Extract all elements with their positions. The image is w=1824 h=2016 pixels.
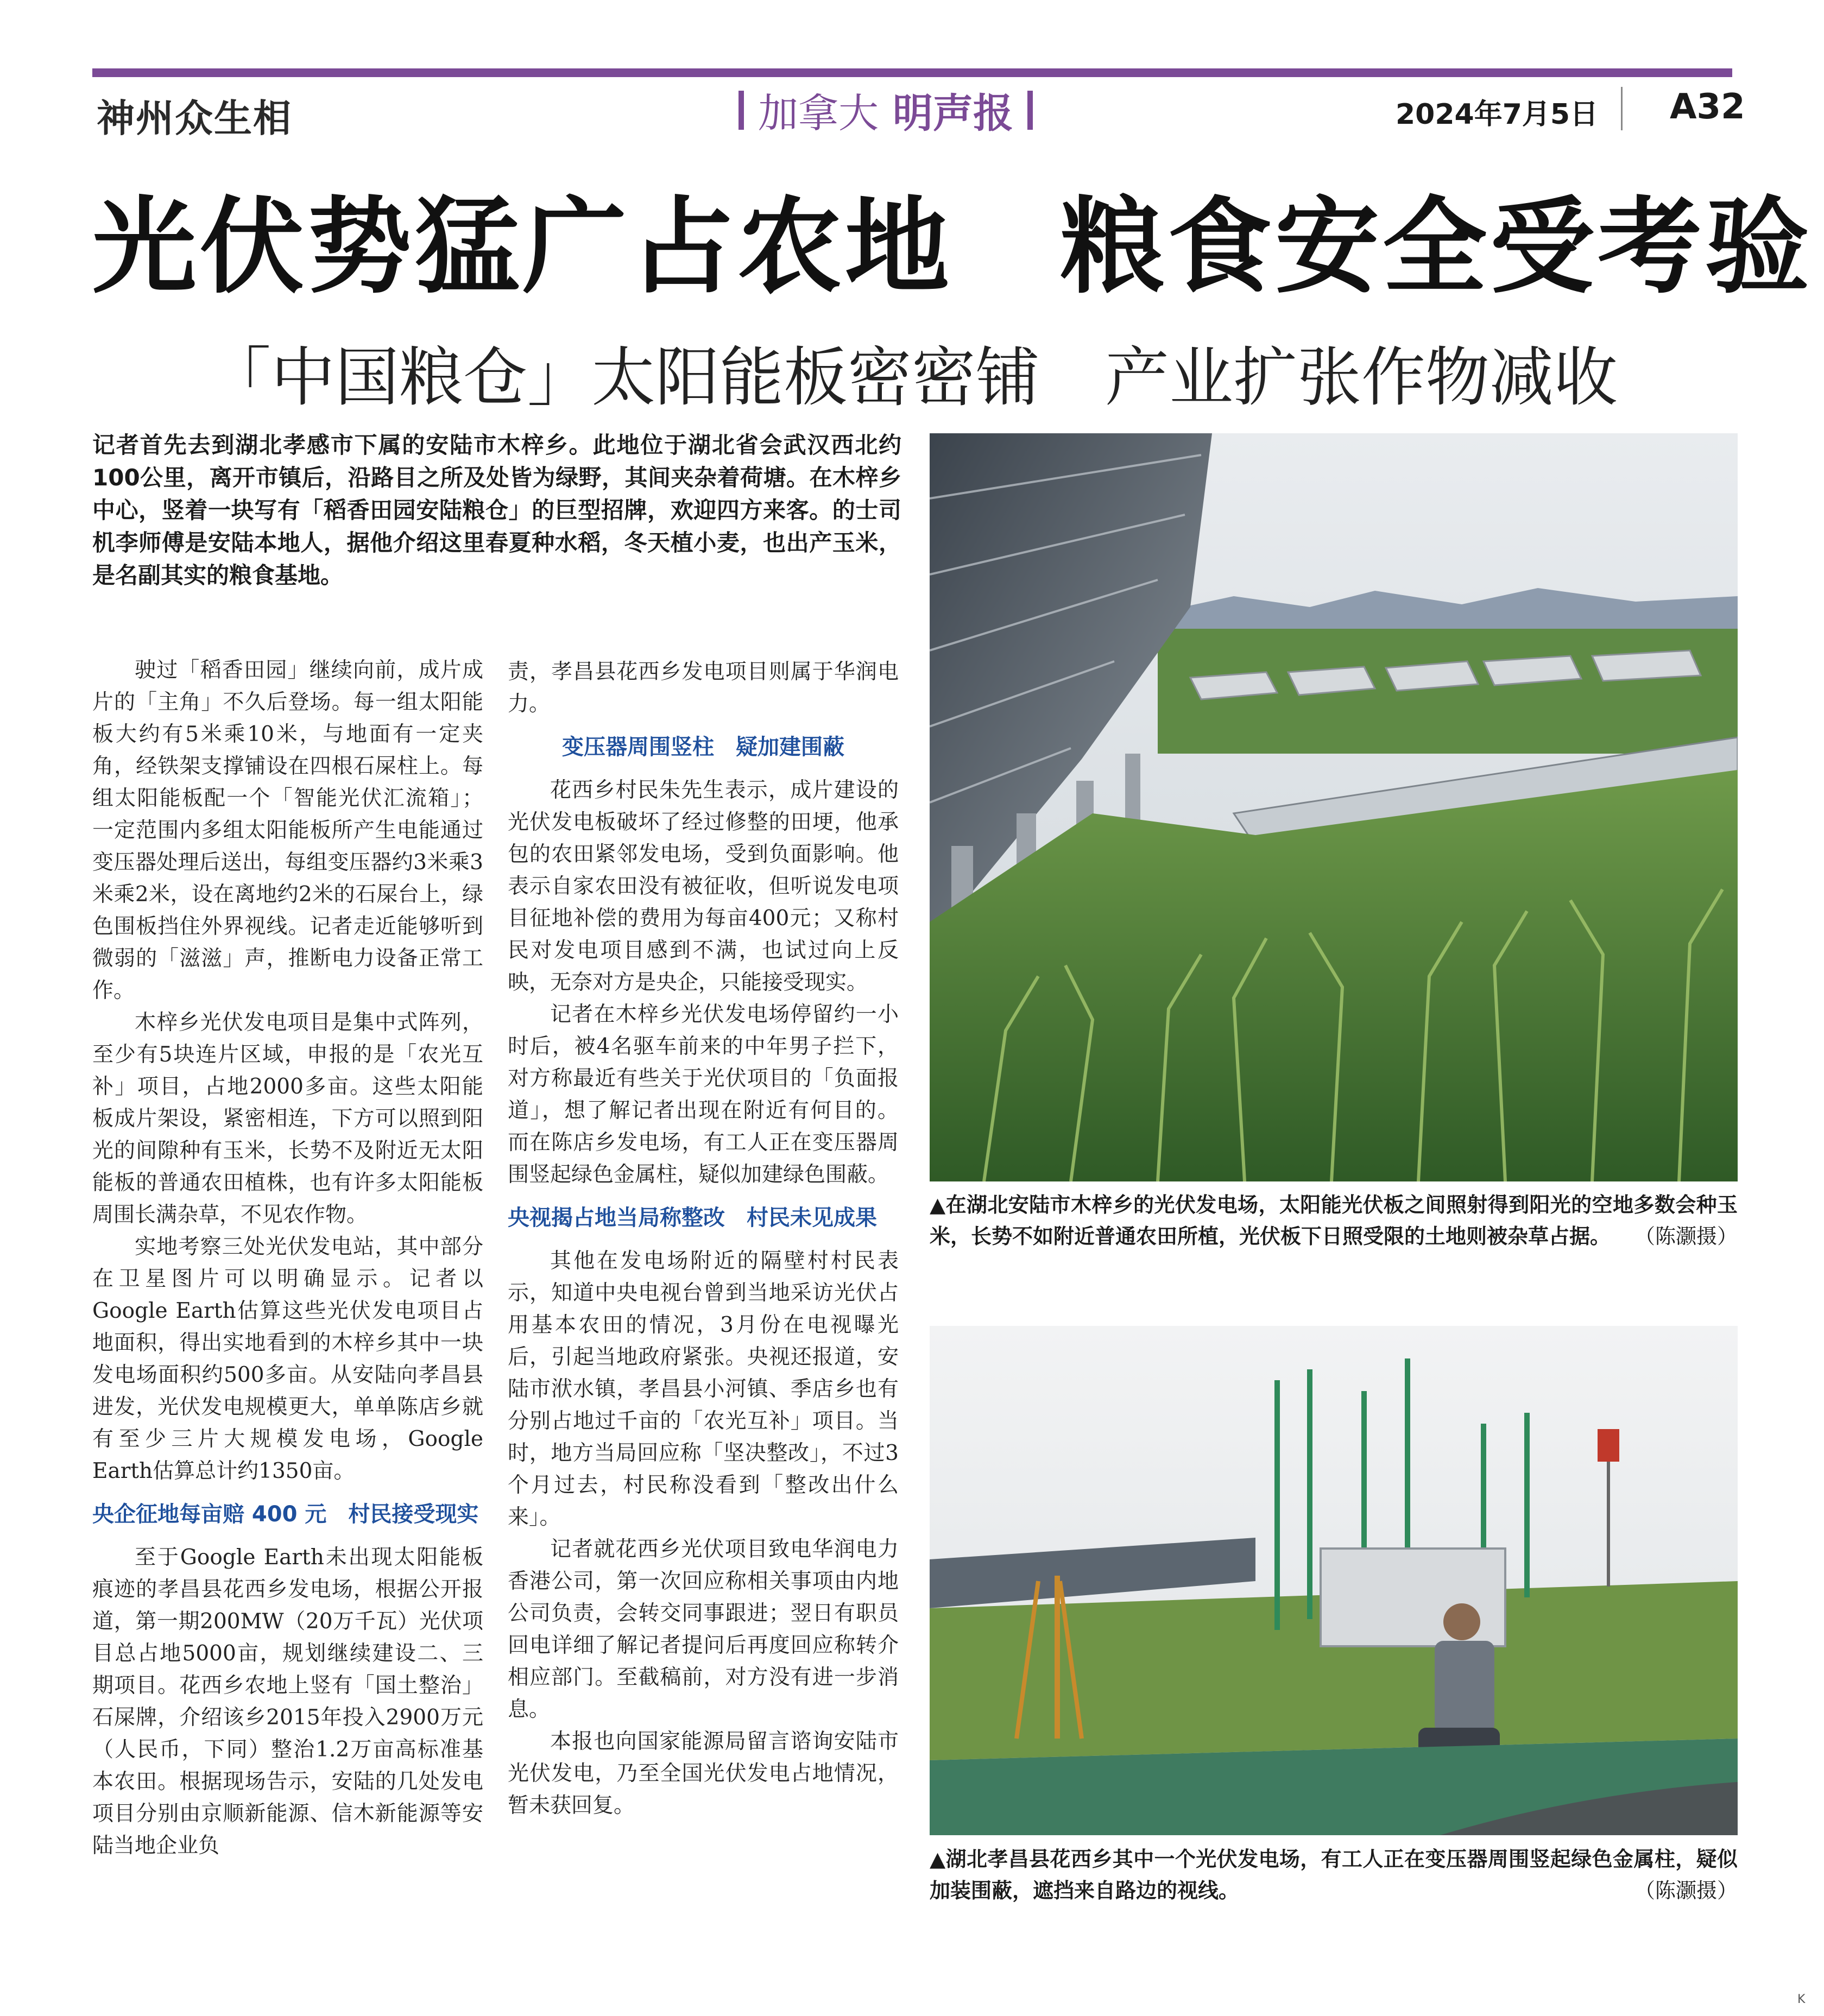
issue-date: 2024年7月5日 [1396,98,1599,131]
corner-mark: K [1797,1993,1806,2006]
section-heading: 变压器周围竖柱 疑加建围蔽 [562,735,844,760]
paragraph: 本报也向国家能源局留言谘询安陆市光伏发电，乃至全国光伏发电占地情况，暂未获回复。 [508,1729,899,1818]
headline: 光伏势猛广占农地 粮食安全受考验 [92,187,1813,308]
photo-transformer-workers [930,1326,1738,1835]
photo-solar-panels-corn [930,433,1738,1181]
paragraph: 责，孝昌县花西乡发电项目则属于华润电力。 [508,660,899,716]
article-column-2 [508,656,899,1822]
top-rule [92,68,1732,77]
section-heading: 央企征地每亩赔 400 元 村民接受现实 [92,1502,479,1527]
caption-text: ▲在湖北安陆市木梓乡的光伏发电场，太阳能光伏板之间照射得到阳光的空地多数会种玉米，长势不如附近普通农田所植，光伏板下日照受限的土地则被杂草占据。 [930,1193,1738,1248]
lead-paragraph: 记者首先去到湖北孝感市下属的安陆市木梓乡。此地位于湖北省会武汉西北约100公里，离开市镇后，沿路目之所及处皆为绿野，其间夹杂着荷塘。在木梓乡中心，竖着一块写有「稻香田园安陆粮仓」的巨型招牌，欢迎四方来客。的士司机李师傅是安陆本地人，据他介绍这里春夏种水稻，冬天植小麦，也出产玉米，是名副其实的粮食基地。 [92,432,901,589]
section-name: 神州众生相 [97,96,292,141]
paragraph: 记者在木梓乡光伏发电场停留约一小时后，被4名驱车前来的中年男子拦下，对方称最近有些关于光伏项目的「负面报道」，想了解记者出现在附近有何目的。而在陈店乡发电场，有工人正在变压器周围竖起绿色金属柱，疑似加建绿色围蔽。 [508,1002,899,1187]
article-column-1 [92,654,483,1862]
paragraph: 其他在发电场附近的隔壁村村民表示，知道中央电视台曾到当地采访光伏占用基本农田的情况，3月份在电视曝光后，引起当地政府紧张。央视还报道，安陆市洑水镇，孝昌县小河镇、季店乡也有分别占地过千亩的「农光互补」项目。当时，地方当局回应称「坚决整改」，不过3个月过去，村民称没看到「整改出什么来」。 [508,1249,899,1530]
photo-caption [930,1189,1738,1252]
subhead-left: 「中国粮仓」太阳能板密密铺 [206,340,1040,415]
page-number: A32 [1670,87,1745,127]
paragraph: 实地考察三处光伏发电站，其中部分在卫星图片可以明确显示。记者以Google Earth估算这些光伏发电项目占地面积，得出实地看到的木梓乡其中一块发电场面积约500多亩。从安陆向孝昌县进发，光伏发电规模更大，单单陈店乡就有至少三片大规模发电场，Google Earth估算总计约1350亩。 [92,1235,483,1483]
paper-region: 加拿大 [758,90,879,137]
header-divider [1621,87,1623,130]
masthead-bar-left [739,91,744,130]
paragraph: 记者就花西乡光伏项目致电华润电力香港公司，第一次回应称相关事项由内地公司负责，会转交同事跟进；翌日有职员回电详细了解记者提问后再度回应称转介相应部门。至截稿前，对方没有进一步消息。 [508,1537,899,1722]
paragraph: 至于Google Earth未出现太阳能板痕迹的孝昌县花西乡发电场，根据公开报道，第一期200MW（20万千瓦）光伏项目总占地5000亩，规划继续建设二、三期项目。花西乡农地上竖有「国土整治」石屎牌，介绍该乡2015年投入2900万元（人民币，下同）整治1.2万亩高标准基本农田。根据现场告示，安陆的几处发电项目分别由京顺新能源、信木新能源等安陆当地企业负 [92,1545,483,1858]
photo-caption [930,1843,1738,1906]
masthead-bar-right [1027,91,1033,130]
subhead-right: 产业扩张作物减收 [1105,340,1618,415]
paragraph: 驶过「稻香田园」继续向前，成片成片的「主角」不久后登场。每一组太阳能板大约有5米乘10米，与地面有一定夹角，经铁架支撑铺设在四根石屎柱上。每组太阳能板配一个「智能光伏汇流箱」；一定范围内多组太阳能板所产生电能通过变压器处理后送出，每组变压器约3米乘3米乘2米，设在离地约2米的石屎台上，绿色围板挡住外界视线。记者走近能够听到微弱的「滋滋」声，推断电力设备正常工作。 [92,658,483,1003]
paper-name: 明声报 [893,90,1013,137]
paragraph: 花西乡村民朱先生表示，成片建设的光伏发电板破坏了经过修整的田埂，他承包的农田紧邻发电场，受到负面影响。他表示自家农田没有被征收，但听说发电项目征地补偿的费用为每亩400元；又称村民对发电项目感到不满，也试过向上反映，无奈对方是央企，只能接受现实。 [508,778,899,995]
photo-credit: （陈灏摄） [1634,1879,1738,1903]
section-heading: 央视揭占地当局称整改 村民未见成果 [508,1205,877,1230]
photo-credit: （陈灏摄） [1634,1224,1738,1248]
paragraph: 木梓乡光伏发电项目是集中式阵列，至少有5块连片区域，申报的是「农光互补」项目，占地2000多亩。这些太阳能板成片架设，紧密相连，下方可以照到阳光的间隙种有玉米，长势不及附近无太阳能板的普通农田植株，也有许多太阳能板周围长满杂草，不见农作物。 [92,1010,483,1227]
caption-text: ▲湖北孝昌县花西乡其中一个光伏发电场，有工人正在变压器周围竖起绿色金属柱，疑似加装围蔽，遮挡来自路边的视线。 [930,1847,1738,1903]
paper-masthead [739,81,1033,139]
subheadline [92,326,1732,418]
